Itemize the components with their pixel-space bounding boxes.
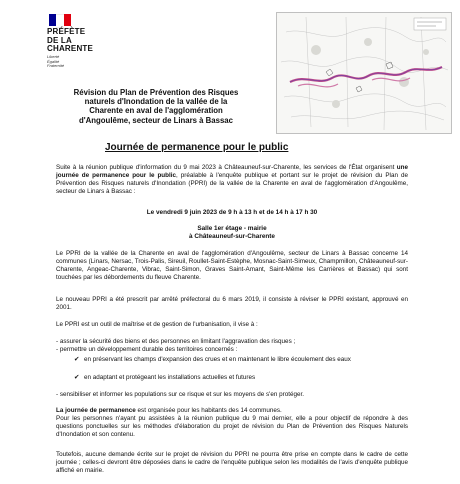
heading-line: Charente en aval de l'agglomération	[89, 106, 223, 116]
flag-red-stripe	[64, 14, 71, 26]
sub-bullet-item	[74, 374, 408, 382]
prefecture-name	[47, 28, 93, 54]
venue	[56, 225, 408, 241]
intro-paragraph	[56, 164, 408, 196]
bullet-item: - assurer la sécurité des biens et des personnes en limitant l'aggravation des risques ;	[56, 338, 296, 345]
prefecture-line: PRÉFÈTE	[47, 27, 86, 36]
french-flag-logo	[49, 14, 71, 26]
heading-line: naturels d'Inondation de la vallée de la	[84, 97, 228, 107]
sub-bullet-item	[74, 356, 408, 364]
prefecture-line: CHARENTE	[47, 44, 94, 53]
heading-line: d'Angoulême, secteur de Linars à Bassac	[79, 115, 233, 125]
sub-bullet-text: en préservant les champs d'expansion des crues et en maintenant le libre écoulement des eaux	[84, 356, 351, 363]
final-paragraph: Toutefois, aucune demande écrite sur le projet de révision du PPRI ne pourra être prise en compte dans le cadre de cette journée ; celles-ci devront être déposées dans le cadre de l'enquête publique selon les modalités de l'avis d'enquête publique affiché en mairie.	[56, 451, 408, 475]
tool-paragraph: Le PPRI est un outil de maîtrise et de gestion de l'urbanisation, il vise à :	[56, 321, 258, 328]
venue-line: Salle 1er étage - mairie	[197, 225, 267, 232]
permanence-paragraph	[56, 407, 408, 439]
permanence-bold: La journée de permanence	[56, 407, 136, 414]
motto-line: Liberté	[47, 54, 60, 59]
intro-text-end: , préalable à l'enquête publique et portant sur le projet de révision du Plan de Prévention des Risques naturels d'Inondation (PPRI) de la vallée de la Charente en aval de l'agglomération d'Angoulême, secteur de Linars à Bassac :	[56, 172, 408, 196]
republic-motto	[47, 55, 64, 69]
prefecture-line: DE LA	[47, 35, 72, 45]
communes-paragraph: Le PPRI de la vallée de la Charente en aval de l'agglomération d'Angoulême, secteur de Linars à Bassac concerne 14 communes (Linars, Nersac, Trois-Palis, Sireuil, Roullet-Saint-Estèphe, Mosnac-Saint-Simeux, Champmillon, Châteauneuf-sur-Charente, Angeac-Charente, Vibrac, Saint-Simon, Graves Saint-Amant, Saint-Même les Carrières et Bassac) qui sont touchées par les débordements du fleuve Charente.	[56, 250, 408, 282]
heading-line: Révision du Plan de Prévention des Risques	[73, 88, 239, 97]
venue-line: à Châteauneuf-sur-Charente	[189, 233, 275, 241]
date-line: Le vendredi 9 juin 2023 de 9 h à 13 h et de 14 h à 17 h 30	[146, 209, 318, 216]
ppri-area-map	[276, 12, 452, 134]
flag-white-stripe	[56, 14, 63, 28]
bullet-item: - sensibiliser et informer les populations sur ce risque et sur les moyens de s'en protéger.	[56, 391, 304, 398]
intro-text: Suite à la réunion publique d'information du 9 mai 2023 à Châteauneuf-sur-Charente, les services de l'État organisent	[56, 164, 397, 171]
permanence-text: est organisée pour les habitants des 14 communes.	[135, 407, 282, 414]
permanence-rest: Pour les personnes n'ayant pu assistées à la réunion publique du 9 mai dernier, elle a pour objectif de répondre à des questions ponctuelles sur les méthodes d'élaboration du projet de révision du Plan de Prévention des Risques Naturels d'Inondation et son contenu.	[56, 415, 408, 439]
subject-title: Journée de permanence pour le public	[105, 142, 289, 153]
check-icon: ✔	[74, 356, 80, 363]
prescription-paragraph: Le nouveau PPRI a été prescrit par arrêté préfectoral du 6 mars 2019, il consiste à réviser le PPRI existant, approuvé en 2001.	[56, 296, 408, 312]
flag-blue-stripe	[49, 14, 56, 26]
bullet-item: - permettre un développement durable des territoires concernés :	[56, 346, 238, 353]
intro-bold: une journée de permanence pour le public	[56, 164, 408, 180]
sub-bullet-text: en adaptant et protégeant les installations actuelles et futures	[84, 374, 256, 381]
motto-line: Fraternité	[47, 63, 65, 69]
motto-line: Égalité	[47, 58, 60, 64]
check-icon: ✔	[74, 374, 80, 381]
document-heading	[56, 88, 256, 125]
